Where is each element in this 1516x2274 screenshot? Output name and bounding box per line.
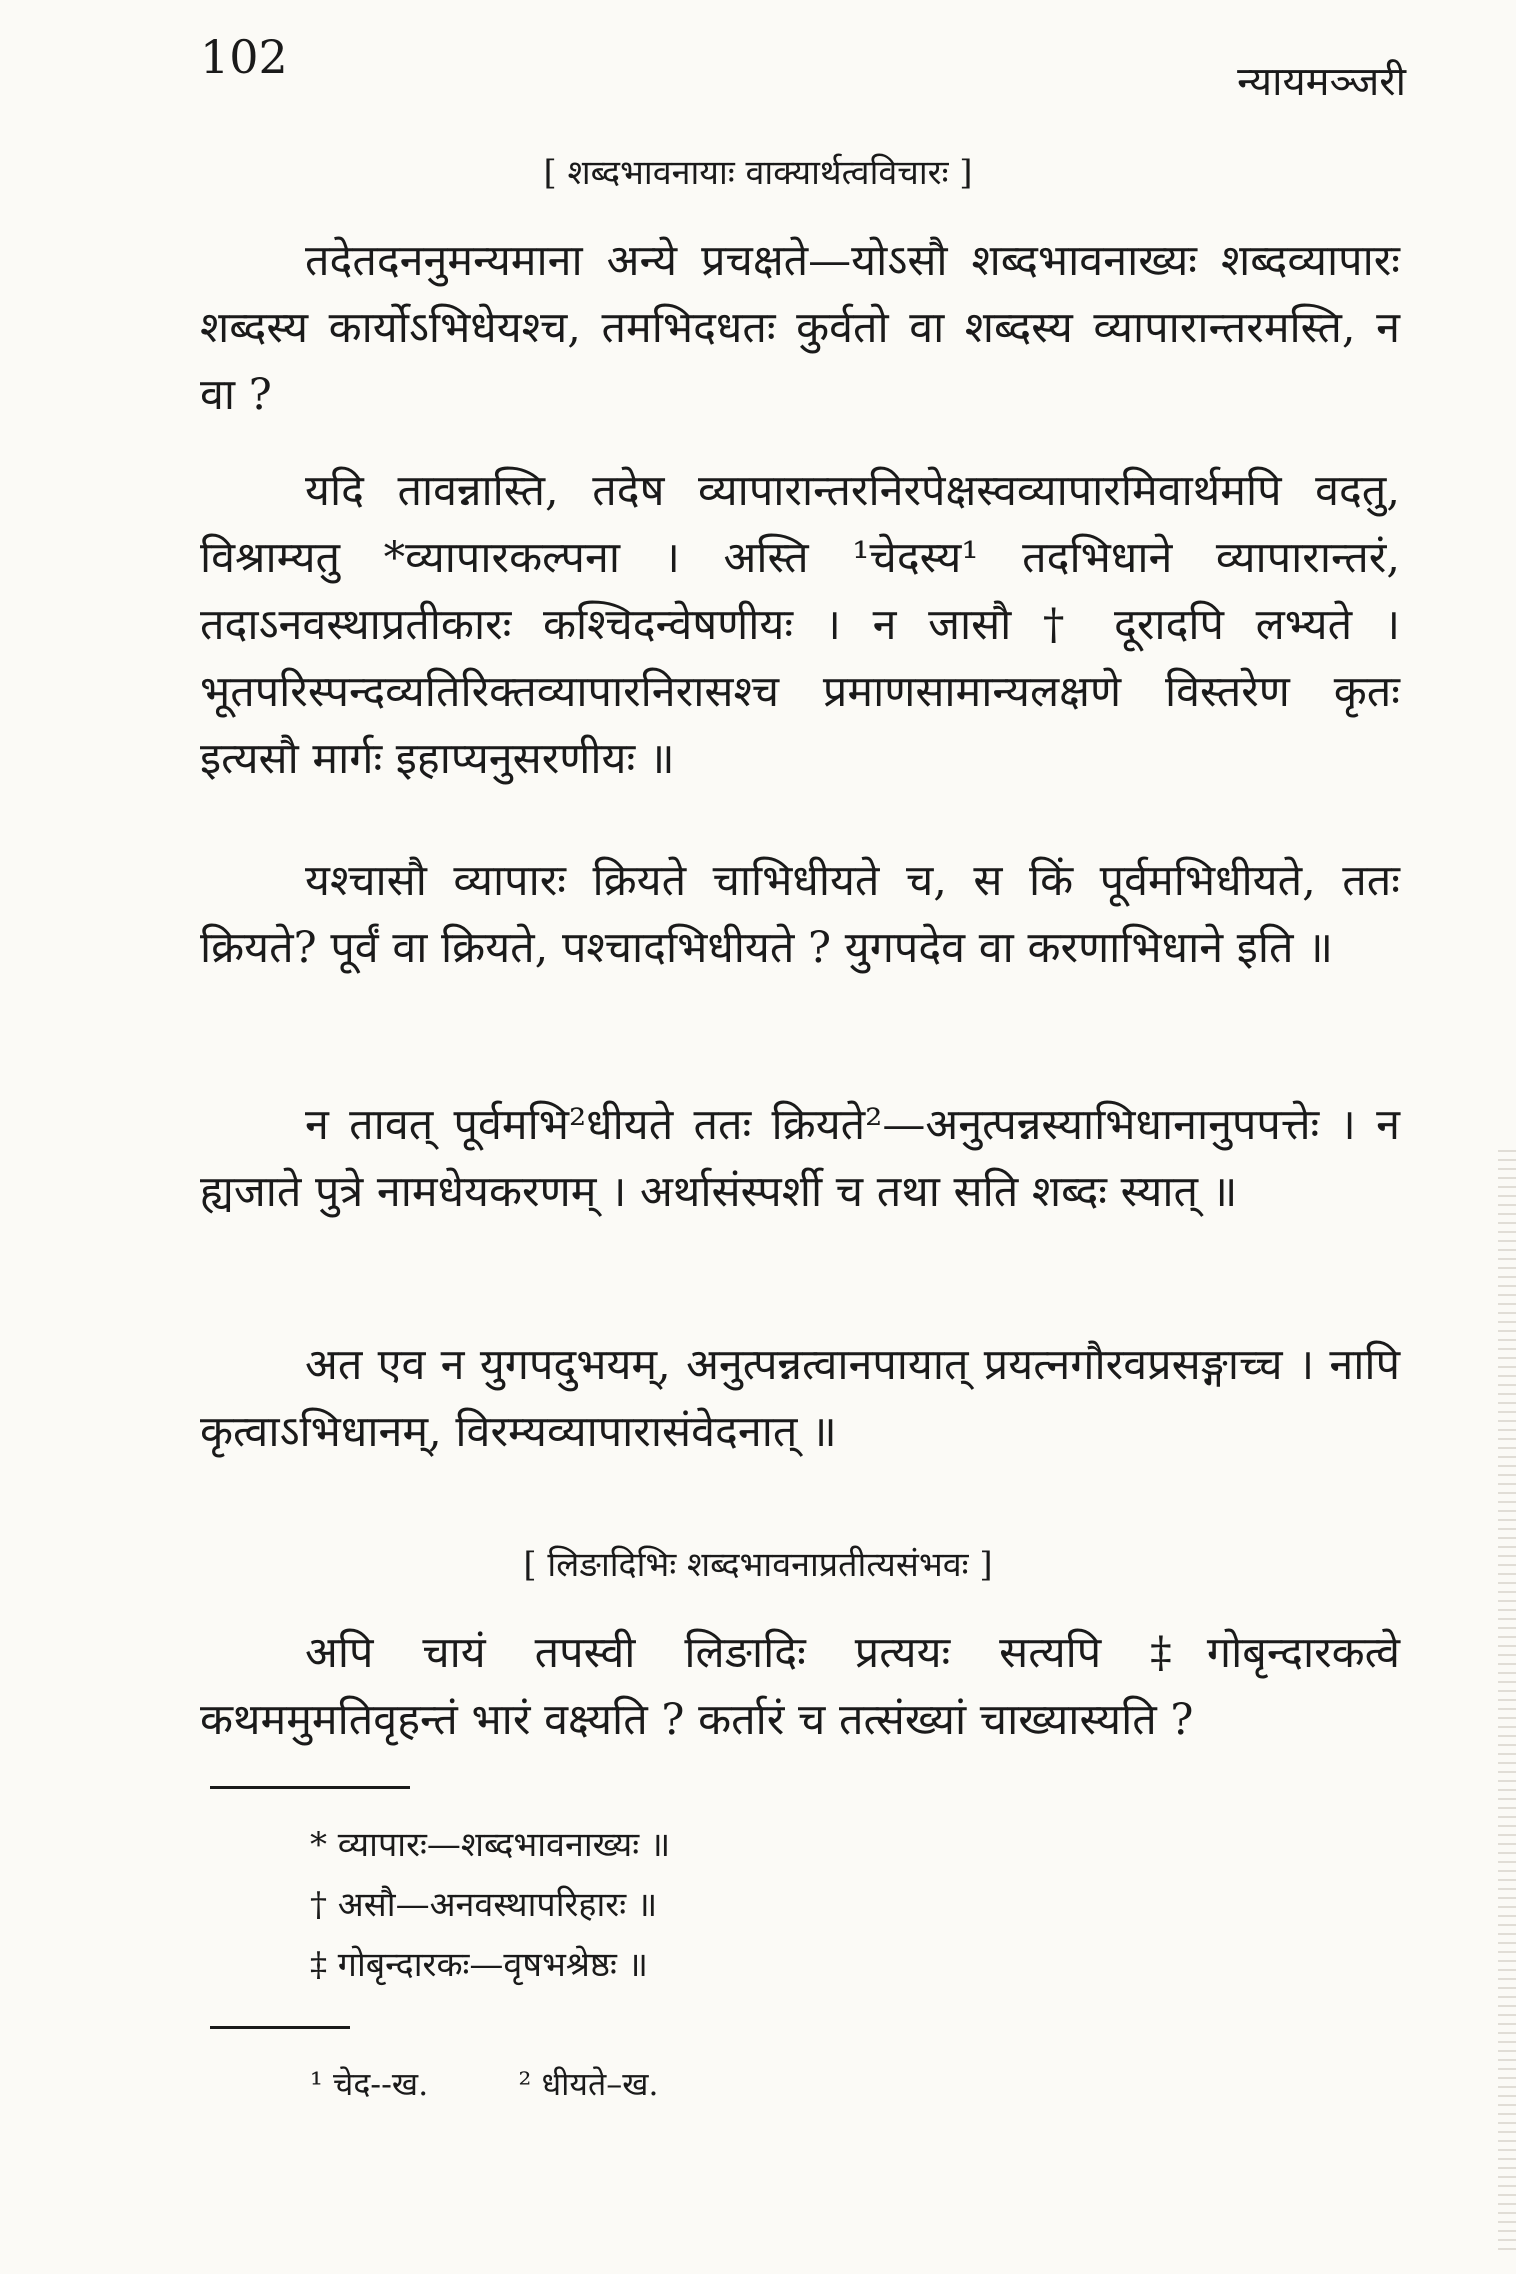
section-heading: [ शब्दभावनायाः वाक्यार्थत्वविचारः ] <box>543 153 973 193</box>
footnote: ‡ गोबृन्दारकः—वृषभश्रेष्ठः ॥ <box>310 1945 649 1985</box>
paragraph: अपि चायं तपस्वी लिङादिः प्रत्ययः सत्यपि ‡गोबृन्दारकत्वे कथममुमतिवृहन्तं भारं वक्ष्यति ? कर्तारं च तत्संख्यां चाख्यास्यति ? <box>200 1628 1400 1745</box>
paragraph: यदि तावन्नास्ति, तदेष व्यापारान्तरनिरपेक्षस्वव्यापारमिवार्थमपि वदतु, विश्राम्यतु *व्यापारकल्पना । अस्ति ¹चेदस्य¹ तदभिधाने व्यापारान्तरं, तदाऽनवस्थाप्रतीकारः कश्चिदन्वेषणीयः । न जासौ † दूरादपि लभ्यते । भूतपरिस्पन्दव्यतिरिक्तव्यापारनिरासश्च प्रमाणसामान्यलक्षणे विस्तरेण कृतः इत्यसौ मार्गः इहाप्यनुसरणीयः ॥ <box>200 466 1400 784</box>
variant-reading: ² धीयते–ख. <box>518 2065 659 2103</box>
paragraph: अत एव न युगपदुभयम्, अनुत्पन्नत्वानपायात् प्रयत्नगौरवप्रसङ्गाच्च । नापि कृत्वाऽभिधानम्, विरम्यव्यापारासंवेदनात् ॥ <box>200 1340 1400 1457</box>
page-number: 102 <box>200 30 288 84</box>
footnote-separator <box>210 1786 410 1789</box>
running-title: न्यायमञ्जरी <box>1237 59 1406 105</box>
paragraph: न तावत् पूर्वमभि²धीयते ततः क्रियते²—अनुत्पन्नस्याभिधानानुपपत्तेः । न ह्यजाते पुत्रे नामधेयकरणम् । अर्थासंस्पर्शी च तथा सति शब्दः स्यात् ॥ <box>200 1100 1400 1217</box>
variant-separator <box>210 2026 350 2029</box>
scan-edge-noise <box>1498 1150 1516 2250</box>
variant-readings <box>310 2062 739 2105</box>
variant-reading: ¹ चेद--ख. <box>310 2065 429 2103</box>
section-heading: [ लिङादिभिः शब्दभावनाप्रतीत्यसंभवः ] <box>523 1545 993 1585</box>
paragraph: तदेतदननुमन्यमाना अन्ये प्रचक्षते—योऽसौ शब्दभावनाख्यः शब्दव्यापारः शब्दस्य कार्योऽभिधेयश्च, तमभिदधतः कुर्वतो वा शब्दस्य व्यापारान्तरमस्ति, न वा ? <box>200 236 1400 420</box>
footnote: * व्यापारः—शब्दभावनाख्यः ॥ <box>310 1825 671 1865</box>
footnote: † असौ—अनवस्थापरिहारः ॥ <box>310 1885 658 1925</box>
paragraph: यश्चासौ व्यापारः क्रियते चाभिधीयते च, स किं पूर्वमभिधीयते, ततः क्रियते? पूर्वं वा क्रियते, पश्चादभिधीयते ? युगपदेव वा करणाभिधाने इति ॥ <box>200 856 1400 973</box>
